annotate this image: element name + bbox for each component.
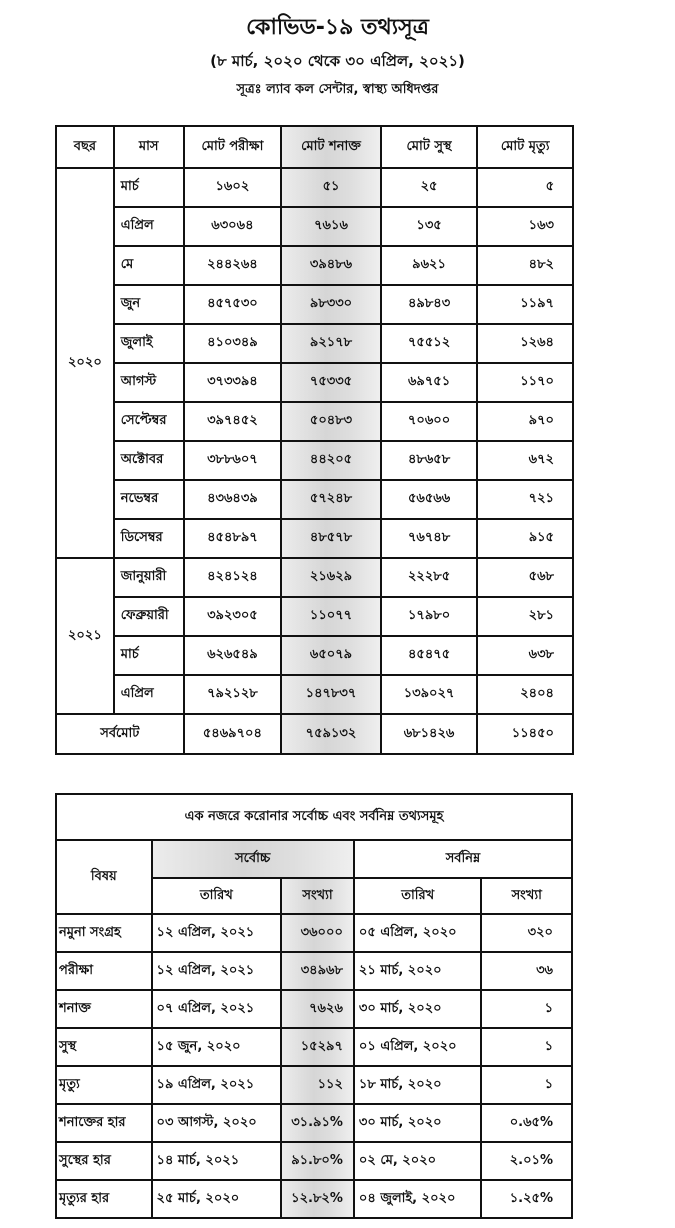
column-header: মোট শনাক্ত (281, 126, 381, 168)
count-header: সংখ্যা (481, 878, 572, 914)
month-cell: ডিসেম্বর (114, 519, 184, 558)
value-cell: ৪৫৭৫৩০ (184, 285, 282, 324)
monthly-covid-table (55, 125, 574, 755)
total-row (56, 714, 573, 754)
summary-row (56, 990, 572, 1028)
value-cell: ৪৩৬৪৩৯ (184, 480, 282, 519)
value-cell: ৯৮৩৩০ (281, 285, 381, 324)
table-row (56, 558, 573, 597)
total-value: ৬৮১৪২৬ (381, 714, 478, 754)
highest-lowest-table (55, 793, 573, 1219)
column-header: মোট সুস্থ (381, 126, 478, 168)
value-cell: ৩৪৯৬৮ (281, 952, 354, 990)
value-cell: ১১৯৭ (477, 285, 573, 324)
value-cell: ৫৬৫৬৬ (381, 480, 478, 519)
topic-cell: নমুনা সংগ্রহ (56, 914, 152, 952)
value-cell: ৩৮৮৬০৭ (184, 441, 282, 480)
table-row (56, 480, 573, 519)
highest-header: সর্বোচ্চ (152, 840, 354, 878)
month-cell: মার্চ (114, 636, 184, 675)
value-cell: ০৪ জুলাই, ২০২০ (354, 1180, 482, 1218)
month-cell: এপ্রিল (114, 675, 184, 714)
topic-cell: শনাক্তের হার (56, 1104, 152, 1142)
value-cell: ১.২৫% (481, 1180, 572, 1218)
table-row (56, 285, 573, 324)
month-cell: ফেব্রুয়ারী (114, 597, 184, 636)
value-cell: ৪১০৩৪৯ (184, 324, 282, 363)
table-row (56, 402, 573, 441)
month-cell: এপ্রিল (114, 207, 184, 246)
value-cell: ৭৬২৬ (281, 990, 354, 1028)
value-cell: ৪৯৮৪৩ (381, 285, 478, 324)
month-cell: সেপ্টেম্বর (114, 402, 184, 441)
summary-row (56, 1066, 572, 1104)
value-cell: ৩০ মার্চ, ২০২০ (354, 1104, 482, 1142)
value-cell: ৯১৫ (477, 519, 573, 558)
value-cell: ১৩৫ (381, 207, 478, 246)
table-header-row (56, 126, 573, 168)
month-cell: জুলাই (114, 324, 184, 363)
value-cell: ৩৯২৩০৫ (184, 597, 282, 636)
month-cell: নভেম্বর (114, 480, 184, 519)
value-cell: ৯৭০ (477, 402, 573, 441)
value-cell: ৪৪২০৫ (281, 441, 381, 480)
date-header: তারিখ (152, 878, 282, 914)
value-cell: ১ (481, 990, 572, 1028)
table-row (56, 246, 573, 285)
value-cell: ১৬০২ (184, 168, 282, 207)
value-cell: ২১ মার্চ, ২০২০ (354, 952, 482, 990)
topic-header: বিষয় (56, 840, 152, 914)
value-cell: ১১২ (281, 1066, 354, 1104)
topic-cell: সুস্থ (56, 1028, 152, 1066)
year-cell: ২০২১ (56, 558, 114, 714)
value-cell: ২৮১ (477, 597, 573, 636)
table-row (56, 324, 573, 363)
value-cell: ৪৮২ (477, 246, 573, 285)
value-cell: ৩২০ (481, 914, 572, 952)
topic-cell: সুস্থের হার (56, 1142, 152, 1180)
value-cell: ৫১ (281, 168, 381, 207)
topic-cell: মৃত্যুর হার (56, 1180, 152, 1218)
summary-row (56, 1142, 572, 1180)
value-cell: ৯৬২১ (381, 246, 478, 285)
page-title: কোভিড-১৯ তথ্যসূত্র (246, 15, 429, 40)
table-row (56, 363, 573, 402)
value-cell: ২৫ (381, 168, 478, 207)
source-line: সূত্রঃ ল্যাব কল সেন্টার, স্বাস্থ্য অধিদপ্তর (236, 82, 439, 97)
value-cell: ৪৮৫৭৮ (281, 519, 381, 558)
value-cell: ৩০ মার্চ, ২০২০ (354, 990, 482, 1028)
value-cell: ১ (481, 1028, 572, 1066)
column-header: বছর (56, 126, 114, 168)
value-cell: ১৪ মার্চ, ২০২১ (152, 1142, 282, 1180)
value-cell: ৪৫৪৭৫ (381, 636, 478, 675)
value-cell: ১২ এপ্রিল, ২০২১ (152, 952, 282, 990)
summary-row (56, 1180, 572, 1218)
value-cell: ২৫ মার্চ, ২০২০ (152, 1180, 282, 1218)
value-cell: ১৬৩ (477, 207, 573, 246)
value-cell: ৪৫৪৮৯৭ (184, 519, 282, 558)
month-cell: মে (114, 246, 184, 285)
month-cell: জুন (114, 285, 184, 324)
month-cell: মার্চ (114, 168, 184, 207)
lowest-header: সর্বনিম্ন (354, 840, 572, 878)
table-row (56, 519, 573, 558)
value-cell: ১ (481, 1066, 572, 1104)
value-cell: ৬৯৭৫১ (381, 363, 478, 402)
value-cell: ৩৭৩৩৯৪ (184, 363, 282, 402)
table-row (56, 675, 573, 714)
total-value: ৭৫৯১৩২ (281, 714, 381, 754)
topic-cell: পরীক্ষা (56, 952, 152, 990)
value-cell: ৬৫০৭৯ (281, 636, 381, 675)
value-cell: ৫০৪৮৩ (281, 402, 381, 441)
value-cell: ৯২১৭৮ (281, 324, 381, 363)
table-row (56, 636, 573, 675)
summary-title: এক নজরে করোনার সর্বোচ্চ এবং সর্বনিম্ন তথ্যসমূহ (56, 794, 572, 840)
value-cell: ৩১.৯১% (281, 1104, 354, 1142)
summary-row (56, 914, 572, 952)
value-cell: ০৩ আগস্ট, ২০২০ (152, 1104, 282, 1142)
value-cell: ৩৬ (481, 952, 572, 990)
value-cell: ১৪৭৮৩৭ (281, 675, 381, 714)
value-cell: ৭৫৫১২ (381, 324, 478, 363)
value-cell: ৭৬৭৪৮ (381, 519, 478, 558)
value-cell: ৫৬৮ (477, 558, 573, 597)
total-label: সর্বমোট (56, 714, 184, 754)
month-cell: জানুয়ারী (114, 558, 184, 597)
column-header: মাস (114, 126, 184, 168)
value-cell: ৬২৬৫৪৯ (184, 636, 282, 675)
value-cell: ৫ (477, 168, 573, 207)
value-cell: ১৫২৯৭ (281, 1028, 354, 1066)
value-cell: ১১৭০ (477, 363, 573, 402)
table-row (56, 441, 573, 480)
month-cell: আগস্ট (114, 363, 184, 402)
value-cell: ৭০৬০০ (381, 402, 478, 441)
value-cell: ৭২১ (477, 480, 573, 519)
value-cell: ৭৬১৬ (281, 207, 381, 246)
value-cell: ১১০৭৭ (281, 597, 381, 636)
value-cell: ২৪৪২৬৪ (184, 246, 282, 285)
year-cell: ২০২০ (56, 168, 114, 558)
count-header: সংখ্যা (281, 878, 354, 914)
value-cell: ২৪০৪ (477, 675, 573, 714)
value-cell: ৭৯২১২৮ (184, 675, 282, 714)
value-cell: ১২ এপ্রিল, ২০২১ (152, 914, 282, 952)
summary-row (56, 1104, 572, 1142)
total-value: ৫৪৬৯৭০৪ (184, 714, 282, 754)
value-cell: ৬৩৮ (477, 636, 573, 675)
value-cell: ১৩৯০২৭ (381, 675, 478, 714)
value-cell: ৭৫৩৩৫ (281, 363, 381, 402)
value-cell: ৯১.৮০% (281, 1142, 354, 1180)
value-cell: ২২২৮৫ (381, 558, 478, 597)
summary-row (56, 1028, 572, 1066)
value-cell: ১৭৯৮০ (381, 597, 478, 636)
value-cell: ১২৬৪ (477, 324, 573, 363)
value-cell: ১৮ মার্চ, ২০২০ (354, 1066, 482, 1104)
table-row (56, 597, 573, 636)
value-cell: ৬৩০৬৪ (184, 207, 282, 246)
value-cell: ৪৮৬৫৮ (381, 441, 478, 480)
value-cell: ২.০১% (481, 1142, 572, 1180)
column-header: মোট পরীক্ষা (184, 126, 282, 168)
topic-cell: মৃত্যু (56, 1066, 152, 1104)
value-cell: ১২.৮২% (281, 1180, 354, 1218)
value-cell: ০২ মে, ২০২০ (354, 1142, 482, 1180)
value-cell: ৩৯৭৪৫২ (184, 402, 282, 441)
value-cell: ৪২৪১২৪ (184, 558, 282, 597)
table-row (56, 207, 573, 246)
value-cell: ৬৭২ (477, 441, 573, 480)
value-cell: ০৫ এপ্রিল, ২০২০ (354, 914, 482, 952)
value-cell: ৩৬০০০ (281, 914, 354, 952)
topic-cell: শনাক্ত (56, 990, 152, 1028)
value-cell: ০.৬৫% (481, 1104, 572, 1142)
value-cell: ১৯ এপ্রিল, ২০২১ (152, 1066, 282, 1104)
date-range: (৮ মার্চ, ২০২০ থেকে ৩০ এপ্রিল, ২০২১) (210, 52, 465, 70)
value-cell: ০৭ এপ্রিল, ২০২১ (152, 990, 282, 1028)
column-header: মোট মৃত্যু (477, 126, 573, 168)
summary-row (56, 952, 572, 990)
date-header: তারিখ (354, 878, 482, 914)
table-row (56, 168, 573, 207)
total-value: ১১৪৫০ (477, 714, 573, 754)
value-cell: ৩৯৪৮৬ (281, 246, 381, 285)
value-cell: ২১৬২৯ (281, 558, 381, 597)
value-cell: ০১ এপ্রিল, ২০২০ (354, 1028, 482, 1066)
value-cell: ১৫ জুন, ২০২০ (152, 1028, 282, 1066)
month-cell: অক্টোবর (114, 441, 184, 480)
value-cell: ৫৭২৪৮ (281, 480, 381, 519)
